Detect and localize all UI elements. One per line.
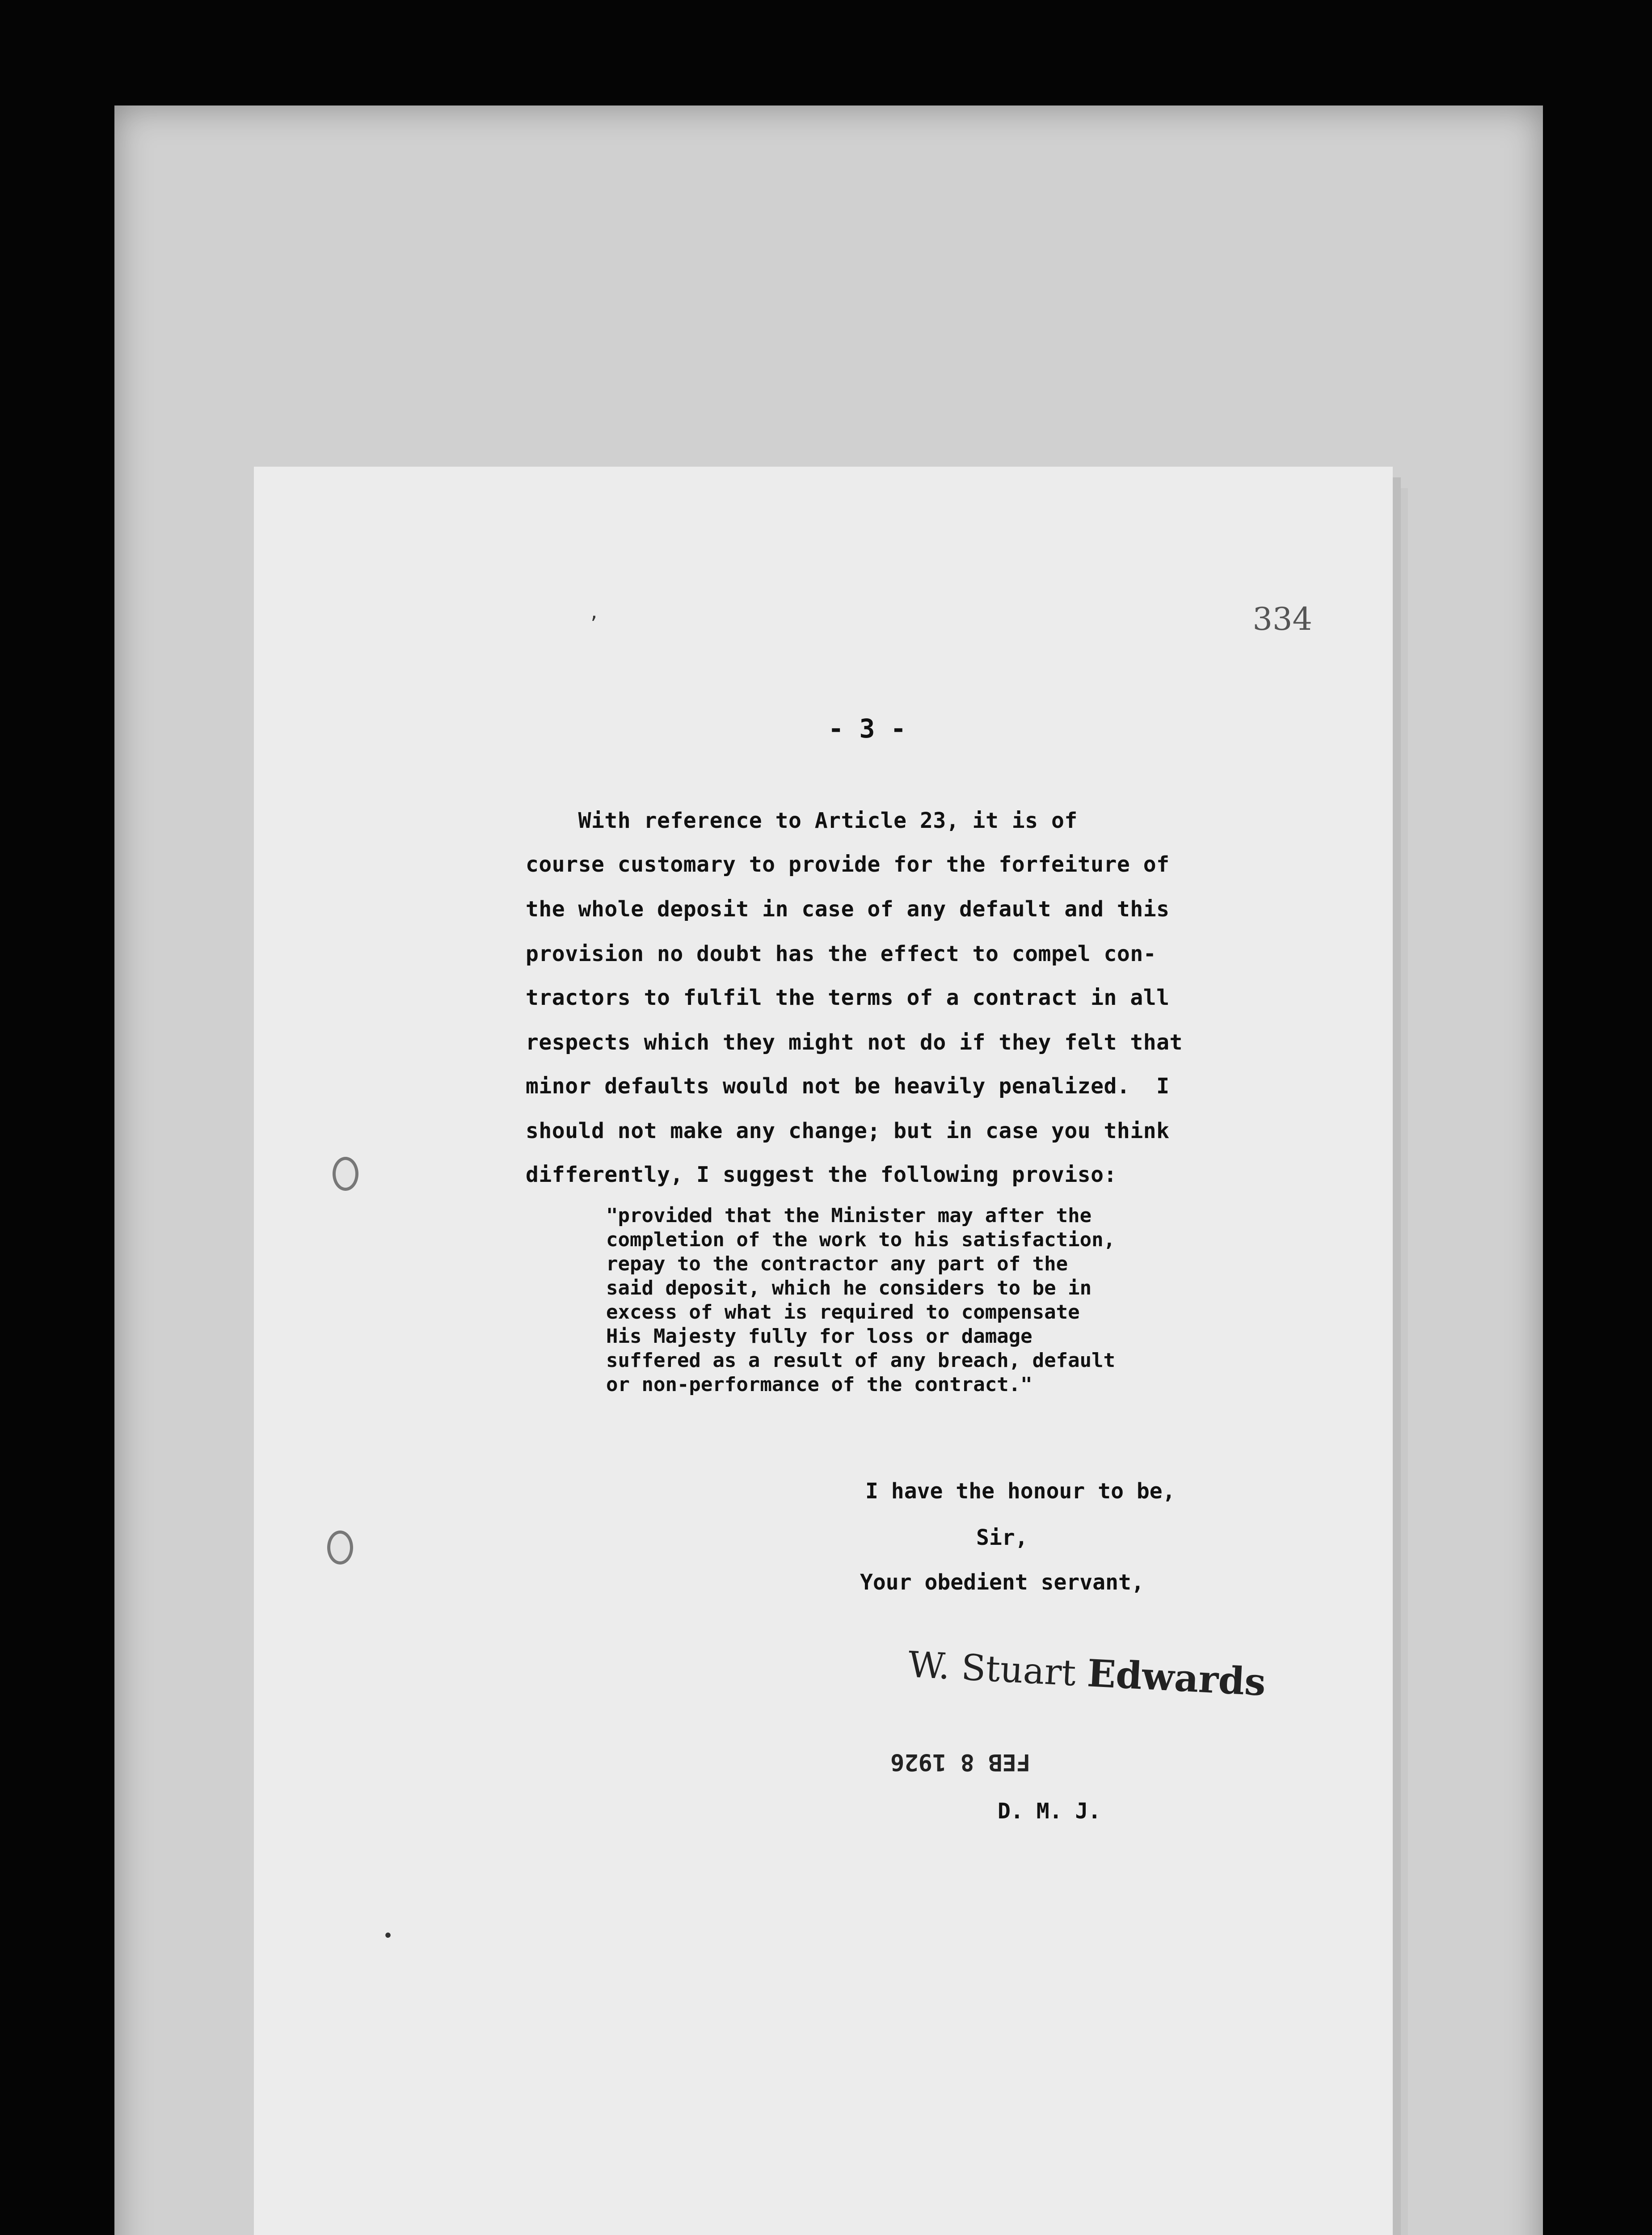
body-line: the whole deposit in case of any default and this xyxy=(526,897,1170,922)
stray-mark: ’ xyxy=(588,613,599,634)
punch-hole xyxy=(333,1157,358,1191)
body-line: minor defaults would not be heavily penalized. I xyxy=(526,1074,1170,1099)
closing-honour: I have the honour to be, xyxy=(865,1479,1176,1504)
proviso-line: excess of what is required to compensate xyxy=(606,1301,1080,1324)
body-line: course customary to provide for the forfeiture of xyxy=(526,852,1170,877)
body-line: tractors to fulfil the terms of a contract in all xyxy=(526,985,1170,1010)
signature-surname: Edwards xyxy=(1086,1651,1267,1704)
signatory-title: D. M. J. xyxy=(998,1799,1101,1824)
proviso-line: said deposit, which he considers to be in xyxy=(606,1277,1092,1299)
proviso-line: repay to the contractor any part of the xyxy=(606,1252,1068,1275)
page-heading: - 3 - xyxy=(828,713,906,744)
body-line: With reference to Article 23, it is of xyxy=(526,808,1078,833)
date-stamp: FEB 8 1926 xyxy=(890,1749,1031,1775)
body-line: differently, I suggest the following proviso: xyxy=(526,1162,1117,1187)
proviso-line: suffered as a result of any breach, default xyxy=(606,1349,1116,1372)
signature-initial: W. xyxy=(907,1644,951,1687)
proviso-line: His Majesty fully for loss or damage xyxy=(606,1325,1032,1348)
stray-mark: • xyxy=(383,1926,394,1946)
body-line: provision no doubt has the effect to compel con- xyxy=(526,941,1157,966)
closing-valediction: Your obedient servant, xyxy=(860,1570,1144,1595)
punch-hole xyxy=(327,1531,353,1564)
body-line: respects which they might not do if they felt that xyxy=(526,1030,1183,1055)
signature-first-name: Stuart xyxy=(960,1646,1077,1694)
closing-salutation: Sir, xyxy=(976,1525,1028,1550)
body-line: should not make any change; but in case you think xyxy=(526,1118,1170,1143)
proviso-line: completion of the work to his satisfaction, xyxy=(606,1228,1116,1251)
page-number: 334 xyxy=(1252,601,1312,637)
proviso-line: or non-performance of the contract." xyxy=(606,1373,1032,1396)
proviso-line: "provided that the Minister may after the xyxy=(606,1204,1092,1227)
